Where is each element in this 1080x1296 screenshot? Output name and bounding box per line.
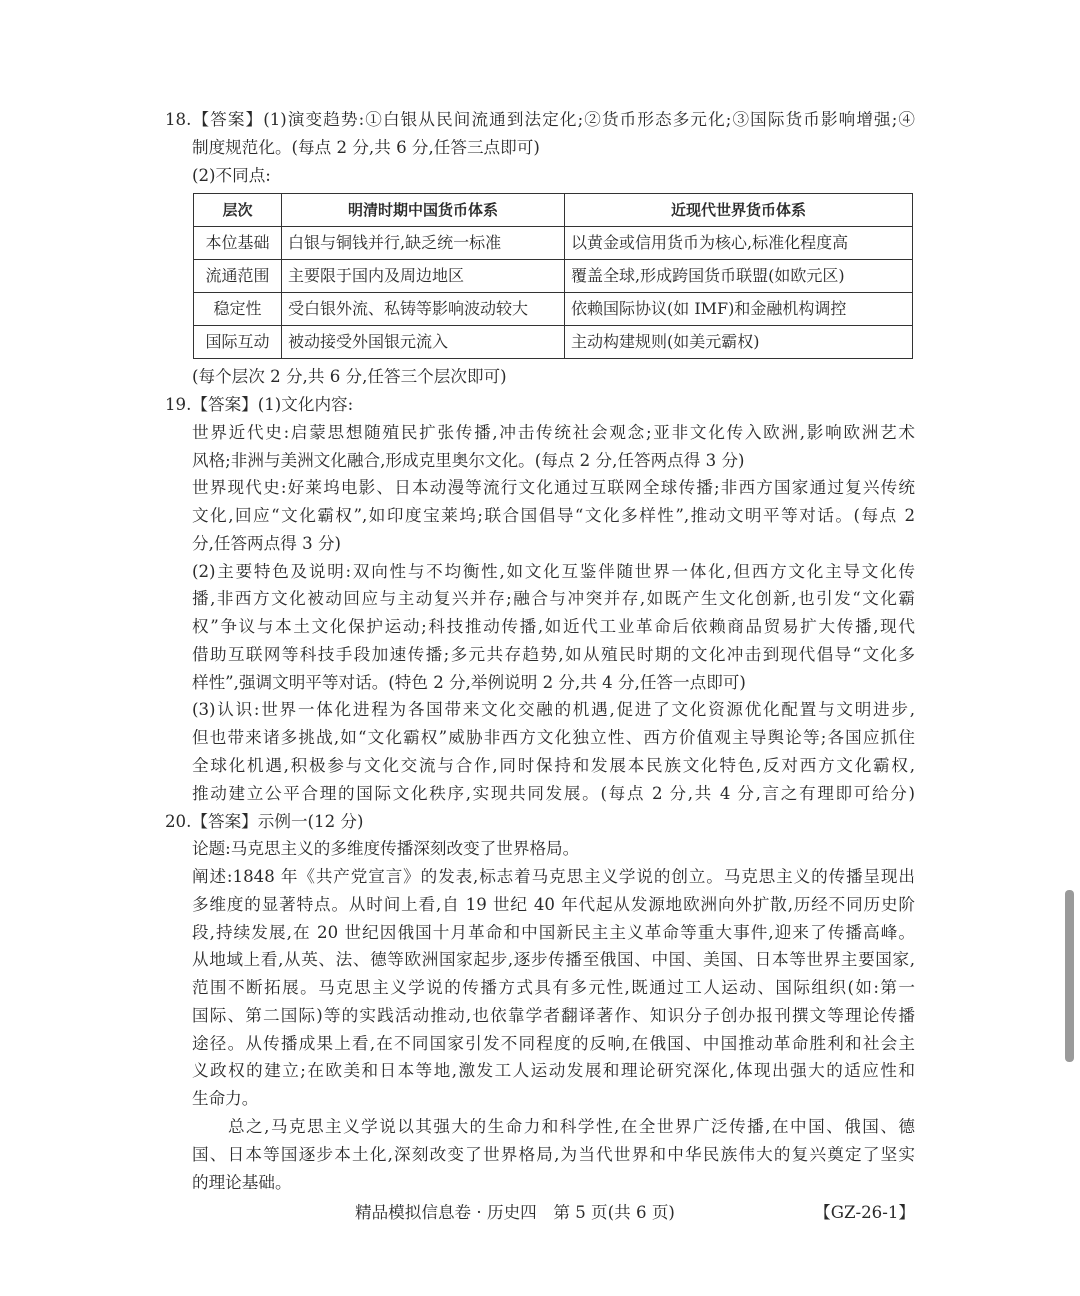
table-header: 层次 [194, 194, 282, 227]
q19-line: 世界近代史:启蒙思想随殖民扩张传播,冲击传统社会观念;亚非文化传入欧洲,影响欧洲艺术 [192, 422, 915, 442]
footer-code: 【GZ-26-1】 [814, 1203, 915, 1223]
q18-line: (2)不同点: [192, 165, 271, 185]
q19-line: 推动建立公平合理的国际文化秩序,实现共同发展。(每点 2 分,共 4 分,言之有理即可给分) [192, 783, 915, 803]
q19-line: 全球化机遇,积极参与文化交流与合作,同时保持和发展本民族文化特色,反对西方文化霸权, [192, 756, 915, 776]
table-cell: 受白银外流、私铸等影响波动较大 [282, 293, 565, 326]
q20-line: 国际、第二国际)等的实践活动推动,也依靠学者翻译著作、知识分子创办报刊撰文等理论传播 [192, 1005, 915, 1025]
q20-line: 段,持续发展,在 20 世纪因俄国十月革命和中国新民主主义革命等重大事件,迎来了传播高峰。 [192, 922, 915, 942]
q19-line: 文化,回应“文化霸权”,如印度宝莱坞;联合国倡导“文化多样性”,推动文明平等对话。(每点 2 [192, 506, 915, 526]
table-cell: 国际互动 [194, 326, 282, 359]
q19-line: 播,非西方文化被动回应与主动复兴并存;融合与冲突并存,如既产生文化创新,也引发“文化霸 [192, 589, 915, 609]
q19-line: 19.【答案】(1)文化内容: [165, 395, 354, 415]
table-cell: 主要限于国内及周边地区 [282, 260, 565, 293]
table-cell: 覆盖全球,形成跨国货币联盟(如欧元区) [565, 260, 913, 293]
q19-line: (2)主要特色及说明:双向性与不均衡性,如文化互鉴伴随世界一体化,但西方文化主导文化传 [192, 561, 915, 581]
question-18 [165, 106, 915, 391]
table-header: 近现代世界货币体系 [565, 194, 913, 227]
comparison-table [193, 193, 913, 359]
table-row [194, 260, 913, 293]
q19-line: 样性”,强调文明平等对话。(特色 2 分,举例说明 2 分,共 4 分,任答一点即可) [192, 672, 746, 692]
table-cell: 主动构建规则(如美元霸权) [565, 326, 913, 359]
footer [355, 1199, 915, 1227]
question-20 [165, 808, 915, 1197]
q20-line: 从地域上看,从英、法、德等欧洲国家起步,逐步传播至俄国、中国、美国、日本等世界主要国家, [192, 950, 915, 970]
table-cell: 被动接受外国银元流入 [282, 326, 565, 359]
q20-line: 途径。从传播成果上看,在不同国家引发不同程度的反响,在俄国、中国推动革命胜利和社会主 [192, 1033, 915, 1053]
table-cell: 本位基础 [194, 227, 282, 260]
q20-line: 多维度的显著特点。从时间上看,自 19 世纪 40 年代起从发源地欧洲向外扩散,历经不同历史阶 [192, 894, 915, 914]
table-cell: 稳定性 [194, 293, 282, 326]
scrollbar[interactable] [1065, 890, 1074, 1062]
q19-line: 分,任答两点得 3 分) [192, 533, 342, 553]
table-row [194, 227, 913, 260]
q20-line: 论题:马克思主义的多维度传播深刻改变了世界格局。 [192, 839, 580, 859]
q18-note: (每个层次 2 分,共 6 分,任答三个层次即可) [192, 367, 507, 387]
q20-line: 国、日本等国逐步本土化,深刻改变了世界格局,为当代世界和中华民族伟大的复兴奠定了坚实 [192, 1144, 915, 1164]
table-header: 明清时期中国货币体系 [282, 194, 565, 227]
footer-title: 精品模拟信息卷 · 历史四 第 5 页(共 6 页) [355, 1203, 675, 1223]
q19-line: 权”争议与本土文化保护运动;科技推动传播,如近代工业革命后依赖商品贸易扩大传播,现代 [192, 617, 915, 637]
question-19 [165, 391, 915, 807]
q19-line: 借助互联网等科技手段加速传播;多元共存趋势,如从殖民时期的文化冲击到现代倡导“文化多 [192, 644, 915, 664]
table-row [194, 326, 913, 359]
q19-line: 世界现代史:好莱坞电影、日本动漫等流行文化通过互联网全球传播;非西方国家通过复兴传统 [192, 478, 915, 498]
q18-line: 18.【答案】(1)演变趋势:①白银从民间流通到法定化;②货币形态多元化;③国际货币影响增强;④ [165, 110, 915, 129]
table-header-row [194, 194, 913, 227]
table-cell: 依赖国际协议(如 IMF)和金融机构调控 [565, 293, 913, 326]
table-cell: 以黄金或信用货币为核心,标准化程度高 [565, 227, 913, 260]
answer-page [165, 0, 915, 1267]
q20-line: 范围不断拓展。马克思主义学说的传播方式具有多元性,既通过工人运动、国际组织(如:第一 [192, 978, 915, 998]
q19-line: (3)认识:世界一体化进程为各国带来文化交融的机遇,促进了文化资源优化配置与文明进步, [192, 700, 915, 720]
q20-line: 20.【答案】示例一(12 分) [165, 811, 364, 831]
q20-line: 阐述:1848 年《共产党宣言》的发表,标志着马克思主义学说的创立。马克思主义的传播呈现出 [192, 867, 915, 887]
q18-line: 制度规范化。(每点 2 分,共 6 分,任答三点即可) [192, 137, 540, 157]
q20-line: 的理论基础。 [192, 1172, 292, 1192]
q20-line: 义政权的建立;在欧美和日本等地,激发工人运动发展和理论研究深化,体现出强大的适应性和 [192, 1061, 915, 1081]
q19-line: 风格;非洲与美洲文化融合,形成克里奥尔文化。(每点 2 分,任答两点得 3 分) [192, 450, 745, 470]
q19-line: 但也带来诸多挑战,如“文化霸权”威胁非西方文化独立性、西方价值观主导舆论等;各国应抓住 [192, 728, 915, 748]
table-row [194, 293, 913, 326]
table-cell: 流通范围 [194, 260, 282, 293]
table-cell: 白银与铜钱并行,缺乏统一标准 [282, 227, 565, 260]
q20-line: 总之,马克思主义学说以其强大的生命力和科学性,在全世界广泛传播,在中国、俄国、德 [228, 1116, 915, 1136]
q20-line: 生命力。 [192, 1089, 259, 1109]
